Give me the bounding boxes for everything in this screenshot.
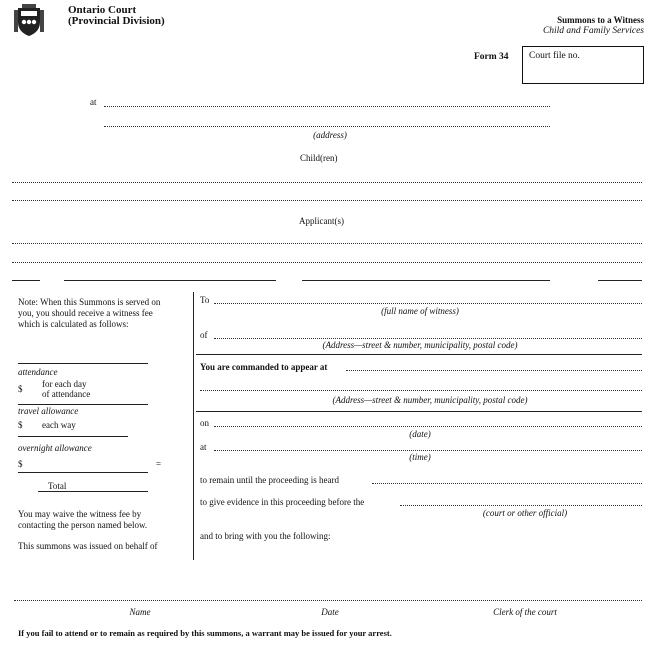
dollar-sign: $ [18, 459, 23, 469]
at-time-label: at [200, 442, 207, 452]
witness-address-field[interactable] [214, 338, 642, 339]
court-name: Ontario Court [68, 4, 137, 16]
court-official-caption: (court or other official) [482, 508, 568, 518]
witness-address-caption: (Address—street & number, municipality, postal code) [322, 340, 518, 350]
applicants-line-2[interactable] [12, 262, 642, 263]
form-subtitle: Child and Family Services [542, 26, 644, 36]
on-label: on [200, 418, 209, 428]
children-label: Child(ren) [300, 153, 338, 163]
equals-sign: = [156, 459, 162, 469]
court-official-field[interactable] [400, 505, 642, 506]
per-day-text: for each day of attendance [42, 379, 91, 399]
to-label: To [200, 295, 210, 305]
appearance-time-field[interactable] [214, 450, 642, 451]
travel-allowance-label: travel allowance [18, 406, 79, 416]
commanded-text: You are commanded to appear at [200, 362, 328, 372]
ontario-crest-icon [12, 4, 46, 38]
name-caption: Name [129, 607, 151, 617]
court-division: (Provincial Division) [68, 15, 165, 27]
rule [196, 411, 642, 412]
witness-name-field[interactable] [214, 303, 642, 304]
address-caption: (address) [313, 130, 347, 140]
evidence-text: to give evidence in this proceeding before the [200, 497, 365, 507]
clerk-caption: Clerk of the court [493, 607, 557, 617]
applicants-label: Applicant(s) [299, 216, 344, 226]
overnight-allowance-label: overnight allowance [18, 443, 92, 453]
each-way-text: each way [42, 420, 76, 430]
of-label: of [200, 330, 208, 340]
attendance-amount-field[interactable] [18, 363, 148, 364]
dollar-sign: $ [18, 420, 23, 430]
court-file-label: Court file no. [529, 51, 580, 61]
children-line-1[interactable] [12, 182, 642, 183]
remain-text: to remain until the proceeding is heard [200, 475, 339, 485]
form-number: Form 34 [474, 52, 509, 62]
form-title: Summons to a Witness [557, 15, 644, 25]
rule [12, 280, 40, 281]
rule [598, 280, 642, 281]
witness-name-caption: (full name of witness) [381, 306, 459, 316]
total-label: Total [48, 481, 67, 491]
court-location-field[interactable] [104, 106, 550, 107]
appearance-address-field[interactable] [200, 390, 642, 391]
travel-amount-field[interactable] [18, 436, 128, 437]
date-signature-caption: Date [321, 607, 339, 617]
rule [196, 354, 642, 355]
issued-on-behalf-text: This summons was issued on behalf of [18, 541, 158, 551]
children-line-2[interactable] [12, 200, 642, 201]
attendance-label: attendance [18, 367, 58, 377]
remain-field[interactable] [372, 483, 642, 484]
date-caption: (date) [409, 429, 431, 439]
waive-fee-text: You may waive the witness fee by contacting the person named below. [18, 509, 148, 530]
court-address-field[interactable] [104, 126, 550, 127]
column-divider [193, 292, 194, 560]
at-label: at [90, 97, 97, 107]
time-caption: (time) [409, 452, 431, 462]
court-file-number-field[interactable] [522, 46, 644, 84]
rule [18, 404, 148, 405]
bring-text: and to bring with you the following: [200, 531, 331, 541]
dollar-sign: $ [18, 384, 23, 394]
applicants-line-1[interactable] [12, 243, 642, 244]
appearance-date-field[interactable] [214, 426, 642, 427]
rule [64, 280, 276, 281]
signature-line[interactable] [14, 600, 642, 601]
rule [302, 280, 550, 281]
appearance-location-field[interactable] [346, 370, 642, 371]
overnight-amount-field[interactable] [18, 472, 148, 473]
arrest-warning: If you fail to attend or to remain as required by this summons, a warrant may be issued for your arrest. [18, 628, 392, 638]
witness-fee-note: Note: When this Summons is served on you, you should receive a witness fee which is calculated as follows: [18, 297, 161, 329]
appearance-address-caption: (Address—street & number, municipality, postal code) [332, 395, 528, 405]
total-field[interactable] [38, 491, 148, 492]
